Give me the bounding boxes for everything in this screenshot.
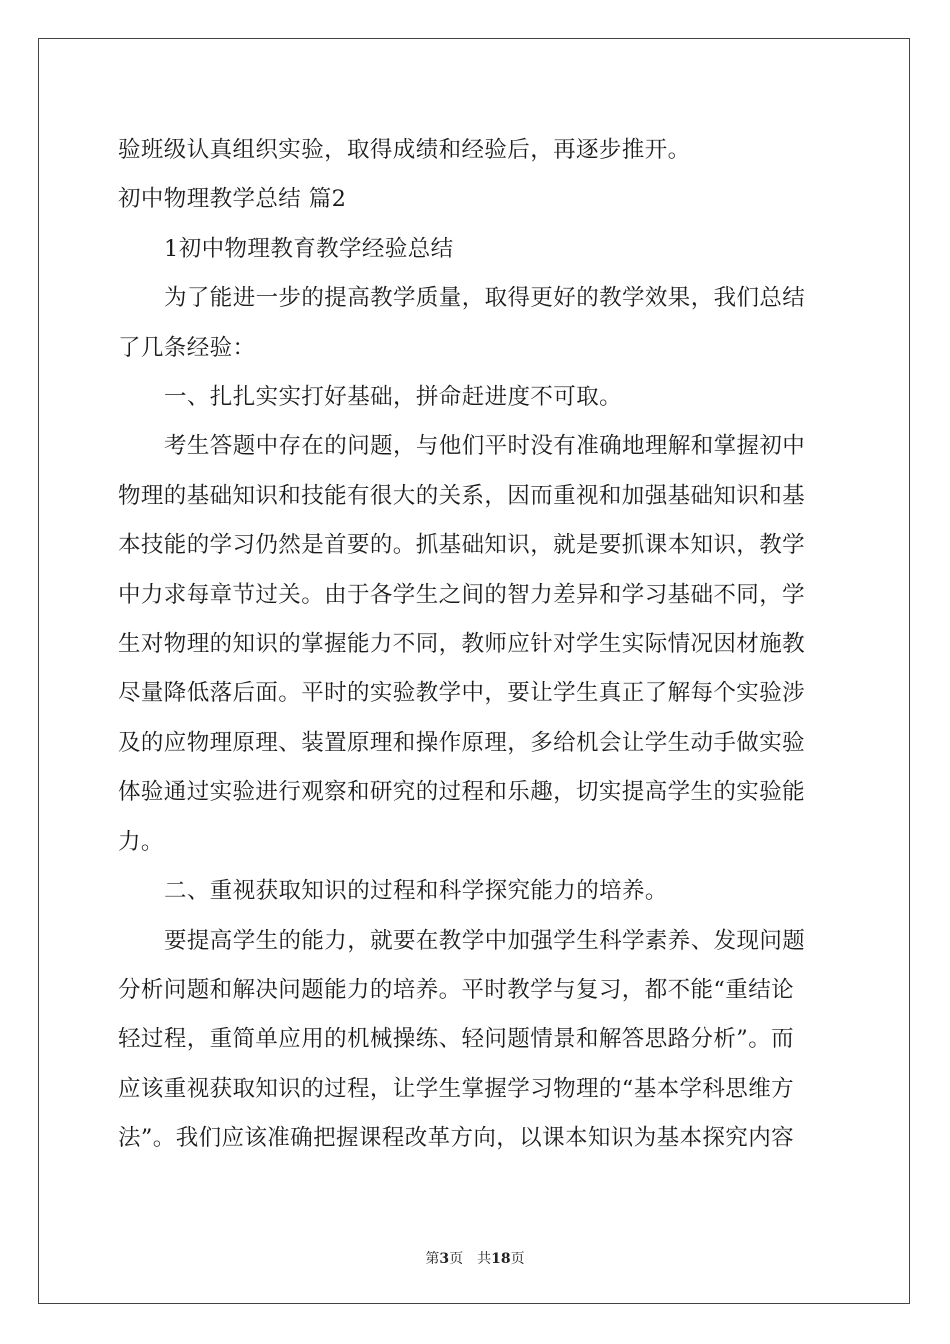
page-number: 3 — [439, 1251, 450, 1267]
paragraph-line: 力。 — [118, 828, 164, 855]
paragraph-line: 轻过程，重简单应用的机械操练、轻问题情景和解答思路分析”。而 — [118, 1026, 795, 1053]
paragraph-line: 体验通过实验进行观察和研究的过程和乐趣，切实提高学生的实验能 — [118, 779, 806, 806]
paragraph-line: 为了能进一步的提高教学质量，取得更好的教学效果，我们总结 — [164, 285, 806, 312]
total-pages: 18 — [491, 1251, 511, 1267]
page-suffix: 页 — [449, 1251, 464, 1267]
point-heading: 二、重视获取知识的过程和科学探究能力的培养。 — [164, 878, 668, 905]
document-body — [118, 126, 836, 1164]
paragraph-line: 了几条经验： — [118, 334, 256, 361]
page-prefix: 第 — [425, 1251, 440, 1267]
paragraph-line: 中力求每章节过关。由于各学生之间的智力差异和学习基础不同，学 — [118, 581, 806, 608]
paragraph-line: 分析问题和解决问题能力的培养。平时教学与复习，都不能“重结论 — [118, 976, 795, 1003]
paragraph-line: 生对物理的知识的掌握能力不同，教师应针对学生实际情况因材施教 — [118, 631, 806, 658]
paragraph-line: 物理的基础知识和技能有很大的关系，因而重视和加强基础知识和基 — [118, 482, 806, 509]
section-heading: 初中物理教学总结 篇2 — [118, 186, 347, 213]
paragraph-line: 法”。我们应该准确把握课程改革方向，以课本知识为基本探究内容 — [118, 1125, 795, 1152]
paragraph-line: 本技能的学习仍然是首要的。抓基础知识，就是要抓课本知识，教学 — [118, 532, 806, 559]
total-prefix: 共 — [477, 1251, 492, 1267]
point-heading: 一、扎扎实实打好基础，拼命赶进度不可取。 — [164, 384, 623, 411]
paragraph-line: 应该重视获取知识的过程，让学生掌握学习物理的“基本学科思维方 — [118, 1075, 795, 1102]
paragraph-line: 尽量降低落后面。平时的实验教学中，要让学生真正了解每个实验涉 — [118, 680, 806, 707]
subheading: 1初中物理教育教学经验总结 — [164, 235, 454, 262]
paragraph-line: 验班级认真组织实验，取得成绩和经验后，再逐步推开。 — [118, 137, 691, 163]
paragraph-line: 要提高学生的能力，就要在教学中加强学生科学素养、发现问题 — [164, 927, 806, 954]
total-suffix: 页 — [510, 1251, 525, 1267]
page-footer — [0, 1248, 950, 1268]
paragraph-line: 考生答题中存在的问题，与他们平时没有准确地理解和掌握初中 — [164, 433, 806, 460]
paragraph-line: 及的应物理原理、装置原理和操作原理，多给机会让学生动手做实验 — [118, 729, 806, 756]
